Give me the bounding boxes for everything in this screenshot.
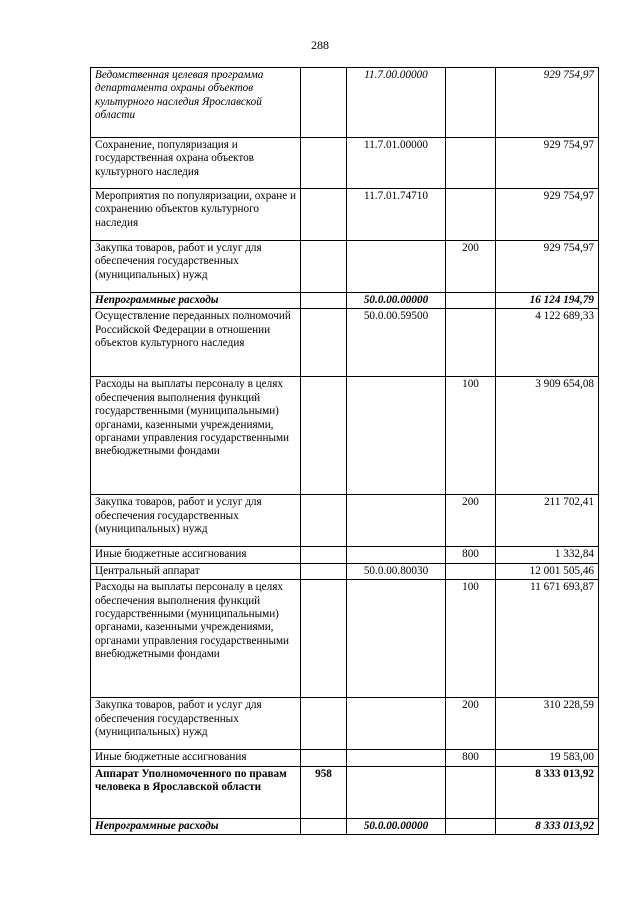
expense-type-cell: 200: [446, 698, 496, 750]
department-code-cell: [301, 547, 347, 563]
row-name-cell: Иные бюджетные ассигнования: [91, 547, 301, 563]
expense-type-cell: 100: [446, 377, 496, 495]
row-name-cell: Закупка товаров, работ и услуг для обеспечения государственных (муниципальных) нужд: [91, 495, 301, 547]
department-code-cell: [301, 189, 347, 241]
expense-type-cell: [446, 309, 496, 377]
department-code-cell: [301, 138, 347, 189]
amount-cell: 929 754,97: [496, 68, 599, 138]
target-item-code-cell: 11.7.00.00000: [347, 68, 446, 138]
expense-type-cell: [446, 293, 496, 309]
department-code-cell: [301, 818, 347, 834]
expense-type-cell: [446, 68, 496, 138]
expense-type-cell: [446, 563, 496, 579]
table-row: [91, 138, 599, 189]
expense-type-cell: 800: [446, 547, 496, 563]
department-code-cell: [301, 68, 347, 138]
department-code-cell: [301, 580, 347, 698]
department-code-cell: 958: [301, 766, 347, 818]
row-name-cell: Иные бюджетные ассигнования: [91, 750, 301, 766]
row-name-cell: Мероприятия по популяризации, охране и сохранению объектов культурного наследия: [91, 189, 301, 241]
amount-cell: 4 122 689,33: [496, 309, 599, 377]
amount-cell: 211 702,41: [496, 495, 599, 547]
expense-type-cell: 100: [446, 580, 496, 698]
row-name-cell: Аппарат Уполномоченного по правам человека в Ярославской области: [91, 766, 301, 818]
amount-cell: 3 909 654,08: [496, 377, 599, 495]
page-number: 288: [311, 38, 329, 52]
amount-cell: 11 671 693,87: [496, 580, 599, 698]
row-name-cell: Непрограммные расходы: [91, 293, 301, 309]
target-item-code-cell: 50.0.00.00000: [347, 293, 446, 309]
budget-table-body: [91, 68, 599, 835]
expense-type-cell: [446, 766, 496, 818]
target-item-code-cell: 50.0.00.59500: [347, 309, 446, 377]
table-row: [91, 547, 599, 563]
amount-cell: 12 001 505,46: [496, 563, 599, 579]
table-row: [91, 189, 599, 241]
amount-cell: 929 754,97: [496, 138, 599, 189]
department-code-cell: [301, 698, 347, 750]
table-row: [91, 495, 599, 547]
table-row: [91, 377, 599, 495]
target-item-code-cell: [347, 547, 446, 563]
expense-type-cell: [446, 818, 496, 834]
expense-type-cell: 200: [446, 241, 496, 293]
table-row: [91, 818, 599, 834]
row-name-cell: Закупка товаров, работ и услуг для обеспечения государственных (муниципальных) нужд: [91, 698, 301, 750]
department-code-cell: [301, 309, 347, 377]
amount-cell: 8 333 013,92: [496, 766, 599, 818]
table-row: [91, 241, 599, 293]
department-code-cell: [301, 377, 347, 495]
table-row: [91, 750, 599, 766]
target-item-code-cell: [347, 766, 446, 818]
amount-cell: 310 228,59: [496, 698, 599, 750]
expense-type-cell: 200: [446, 495, 496, 547]
row-name-cell: Расходы на выплаты персоналу в целях обеспечения выполнения функций государственными (муниципальными) органами, казенными учреждениями, органами управления государственными внебюджетными фондами: [91, 580, 301, 698]
table-row: [91, 563, 599, 579]
table-row: [91, 766, 599, 818]
amount-cell: 929 754,97: [496, 241, 599, 293]
department-code-cell: [301, 293, 347, 309]
row-name-cell: Расходы на выплаты персоналу в целях обеспечения выполнения функций государственными (муниципальными) органами, казенными учреждениями, органами управления государственными внебюджетными фондами: [91, 377, 301, 495]
expense-type-cell: [446, 138, 496, 189]
target-item-code-cell: [347, 241, 446, 293]
table-row: [91, 698, 599, 750]
expense-type-cell: [446, 189, 496, 241]
budget-table: [90, 67, 599, 835]
expense-type-cell: 800: [446, 750, 496, 766]
target-item-code-cell: [347, 495, 446, 547]
amount-cell: 929 754,97: [496, 189, 599, 241]
row-name-cell: Сохранение, популяризация и государственная охрана объектов культурного наследия: [91, 138, 301, 189]
row-name-cell: Ведомственная целевая программа департамента охраны объектов культурного наследия Ярославской области: [91, 68, 301, 138]
amount-cell: 1 332,84: [496, 547, 599, 563]
row-name-cell: Непрограммные расходы: [91, 818, 301, 834]
target-item-code-cell: [347, 377, 446, 495]
table-row: [91, 309, 599, 377]
row-name-cell: Осуществление переданных полномочий Российской Федерации в отношении объектов культурного наследия: [91, 309, 301, 377]
row-name-cell: Центральный аппарат: [91, 563, 301, 579]
amount-cell: 19 583,00: [496, 750, 599, 766]
amount-cell: 8 333 013,92: [496, 818, 599, 834]
target-item-code-cell: [347, 580, 446, 698]
table-row: [91, 580, 599, 698]
target-item-code-cell: 50.0.00.80030: [347, 563, 446, 579]
target-item-code-cell: 11.7.01.74710: [347, 189, 446, 241]
target-item-code-cell: [347, 750, 446, 766]
target-item-code-cell: [347, 698, 446, 750]
target-item-code-cell: 11.7.01.00000: [347, 138, 446, 189]
target-item-code-cell: 50.0.00.00000: [347, 818, 446, 834]
table-row: [91, 293, 599, 309]
row-name-cell: Закупка товаров, работ и услуг для обеспечения государственных (муниципальных) нужд: [91, 241, 301, 293]
department-code-cell: [301, 563, 347, 579]
amount-cell: 16 124 194,79: [496, 293, 599, 309]
department-code-cell: [301, 241, 347, 293]
table-row: [91, 68, 599, 138]
department-code-cell: [301, 495, 347, 547]
department-code-cell: [301, 750, 347, 766]
